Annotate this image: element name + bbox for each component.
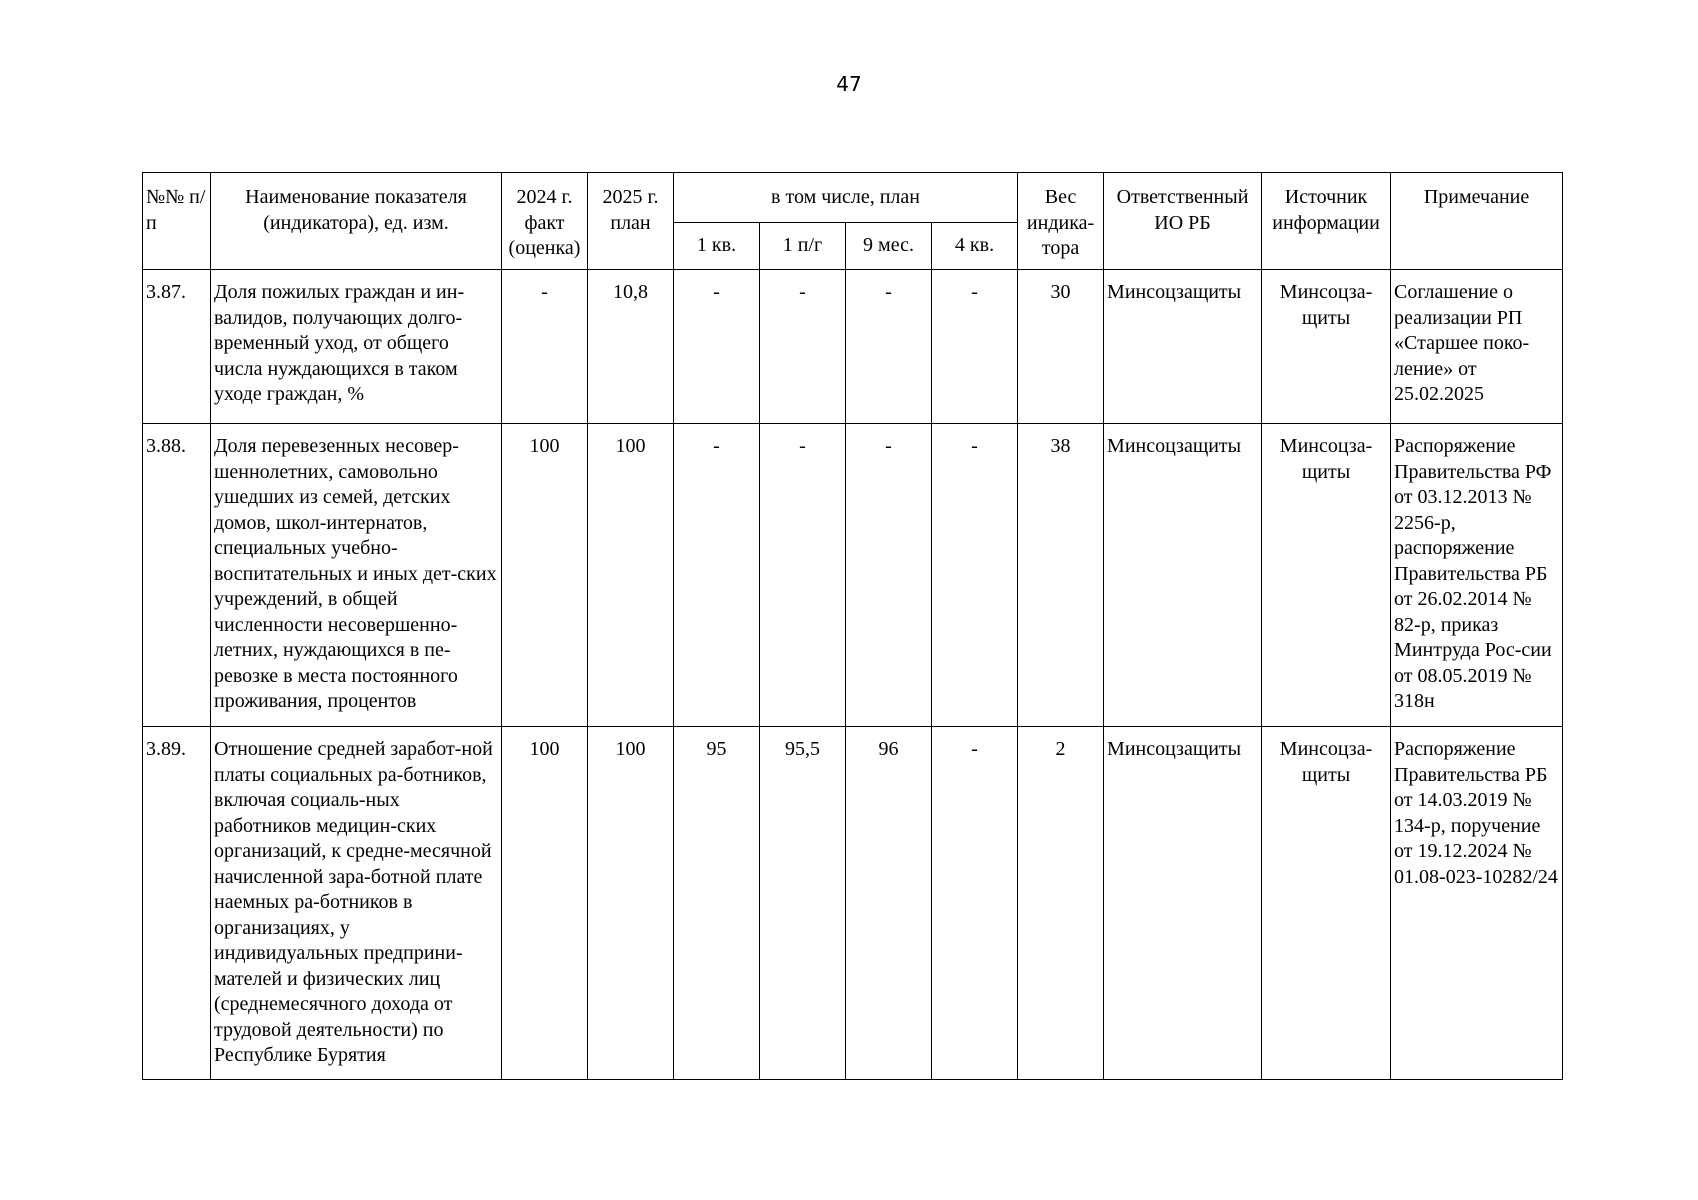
- indicators-table: [142, 172, 1563, 1080]
- header-q4: 4 кв.: [932, 223, 1018, 270]
- row-name: Доля пожилых граждан и ин-валидов, получающих долго-временный уход, от общего числа нуждающихся в таком уходе граждан, %: [211, 270, 502, 424]
- header-including-plan: в том числе, план: [674, 173, 1018, 223]
- header-note: Примечание: [1391, 173, 1563, 270]
- header-q1: 1 кв.: [674, 223, 760, 270]
- row-weight: 30: [1018, 270, 1104, 424]
- row-fact-2024: 100: [502, 727, 588, 1080]
- header-weight: Вес индика-тора: [1018, 173, 1104, 270]
- header-number: №№ п/п: [143, 173, 211, 270]
- row-name: Отношение средней заработ-ной платы социальных ра-ботников, включая социаль-ных работников медицин-ских организаций, к средне-месячной начисленной зара-ботной плате наемных ра-ботников в организациях, у индивидуальных предприни-мателей и физических лиц (среднемесячного дохода от трудовой деятельности) по Республике Бурятия: [211, 727, 502, 1080]
- header-name: Наименование показателя (индикатора), ед. изм.: [211, 173, 502, 270]
- row-responsible: Минсоцзащиты: [1104, 727, 1262, 1080]
- header-row: [143, 173, 1563, 223]
- row-responsible: Минсоцзащиты: [1104, 424, 1262, 727]
- header-fact-2024: 2024 г. факт (оценка): [502, 173, 588, 270]
- row-9m: -: [846, 424, 932, 727]
- row-q4: -: [932, 270, 1018, 424]
- row-h1: -: [760, 424, 846, 727]
- table-row: [143, 270, 1563, 424]
- row-number: 3.89.: [143, 727, 211, 1080]
- row-fact-2024: -: [502, 270, 588, 424]
- row-source: Минсоцза-щиты: [1262, 727, 1391, 1080]
- row-plan-2025: 100: [588, 424, 674, 727]
- row-number: 3.88.: [143, 424, 211, 727]
- row-q4: -: [932, 727, 1018, 1080]
- row-q1: 95: [674, 727, 760, 1080]
- row-9m: -: [846, 270, 932, 424]
- row-plan-2025: 10,8: [588, 270, 674, 424]
- row-q4: -: [932, 424, 1018, 727]
- page-number: 47: [836, 72, 862, 96]
- row-source: Минсоцза-щиты: [1262, 270, 1391, 424]
- table-row: [143, 424, 1563, 727]
- row-h1: 95,5: [760, 727, 846, 1080]
- row-note: Соглашение о реализации РП «Старшее поко-ление» от 25.02.2025: [1391, 270, 1563, 424]
- row-h1: -: [760, 270, 846, 424]
- row-fact-2024: 100: [502, 424, 588, 727]
- row-9m: 96: [846, 727, 932, 1080]
- row-responsible: Минсоцзащиты: [1104, 270, 1262, 424]
- row-q1: -: [674, 424, 760, 727]
- row-note: Распоряжение Правительства РФ от 03.12.2013 № 2256-р, распоряжение Правительства РБ от 26.02.2014 № 82-р, приказ Минтруда Рос-сии от 08.05.2019 № 318н: [1391, 424, 1563, 727]
- table-row: [143, 727, 1563, 1080]
- row-plan-2025: 100: [588, 727, 674, 1080]
- header-source: Источник информации: [1262, 173, 1391, 270]
- header-9m: 9 мес.: [846, 223, 932, 270]
- row-name: Доля перевезенных несовер-шеннолетних, самовольно ушедших из семей, детских домов, школ-интернатов, специальных учебно-воспитательных и иных дет-ских учреждений, в общей численности несовершенно-летних, нуждающихся в пе-ревозке в места постоянного проживания, процентов: [211, 424, 502, 727]
- row-note: Распоряжение Правительства РБ от 14.03.2019 № 134-р, поручение от 19.12.2024 № 01.08-023-10282/24: [1391, 727, 1563, 1080]
- header-h1: 1 п/г: [760, 223, 846, 270]
- row-weight: 2: [1018, 727, 1104, 1080]
- header-plan-2025: 2025 г. план: [588, 173, 674, 270]
- row-source: Минсоцза-щиты: [1262, 424, 1391, 727]
- header-responsible: Ответственный ИО РБ: [1104, 173, 1262, 270]
- row-q1: -: [674, 270, 760, 424]
- row-number: 3.87.: [143, 270, 211, 424]
- row-weight: 38: [1018, 424, 1104, 727]
